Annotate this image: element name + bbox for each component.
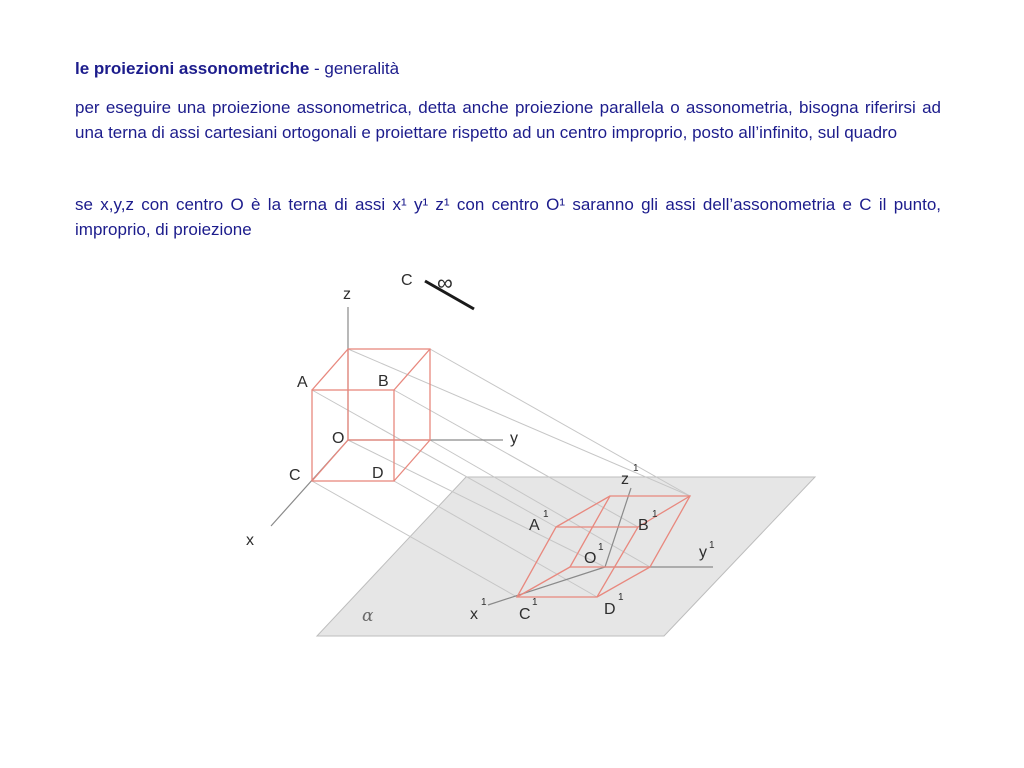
picture-plane-alpha (317, 477, 815, 636)
label-b: B (378, 373, 389, 390)
label-x: x (246, 532, 254, 549)
label-infinity: ∞ (437, 270, 453, 295)
label-y: y (510, 430, 518, 447)
label-d: D (372, 465, 384, 482)
paragraph-definition: per eseguire una proiezione assonometrica, detta anche proiezione parallela o assonometria, bisogna riferirsi ad una terna di assi cartesiani ortogonali e proiettare rispetto ad un centro improprio, posto all’infinito, sul quadro (75, 98, 941, 142)
label-c: C (289, 467, 301, 484)
label-a1-sup: 1 (543, 509, 549, 520)
title-bold: le proiezioni assonometriche (75, 59, 310, 78)
label-z1-sup: 1 (633, 463, 639, 474)
cube (312, 349, 430, 481)
label-a: A (297, 374, 308, 391)
label-c-infinity: C (401, 272, 413, 289)
label-o1-sup: 1 (598, 542, 604, 553)
label-d1: D (604, 601, 616, 618)
label-c1-sup: 1 (532, 597, 538, 608)
label-b1-sup: 1 (652, 509, 658, 520)
label-d1-sup: 1 (618, 592, 624, 603)
label-y1: y (699, 544, 707, 561)
label-c1: C (519, 606, 531, 623)
label-x1: x (470, 606, 478, 623)
title-rest: - generalità (309, 59, 400, 78)
label-y1-sup: 1 (709, 540, 715, 551)
label-o: O (332, 430, 345, 447)
label-a1: A (529, 517, 540, 534)
paragraph-axes: se x,y,z con centro O è la terna di assi x¹ y¹ z¹ con centro O¹ saranno gli assi dell’assonometria e C il punto, improprio, di proiezione (75, 195, 941, 239)
label-x1-sup: 1 (481, 597, 487, 608)
label-z1: z (621, 471, 629, 488)
label-b1: B (638, 517, 649, 534)
label-z: z (343, 286, 351, 303)
label-alpha: α (362, 606, 374, 626)
label-o1: O (584, 550, 597, 567)
